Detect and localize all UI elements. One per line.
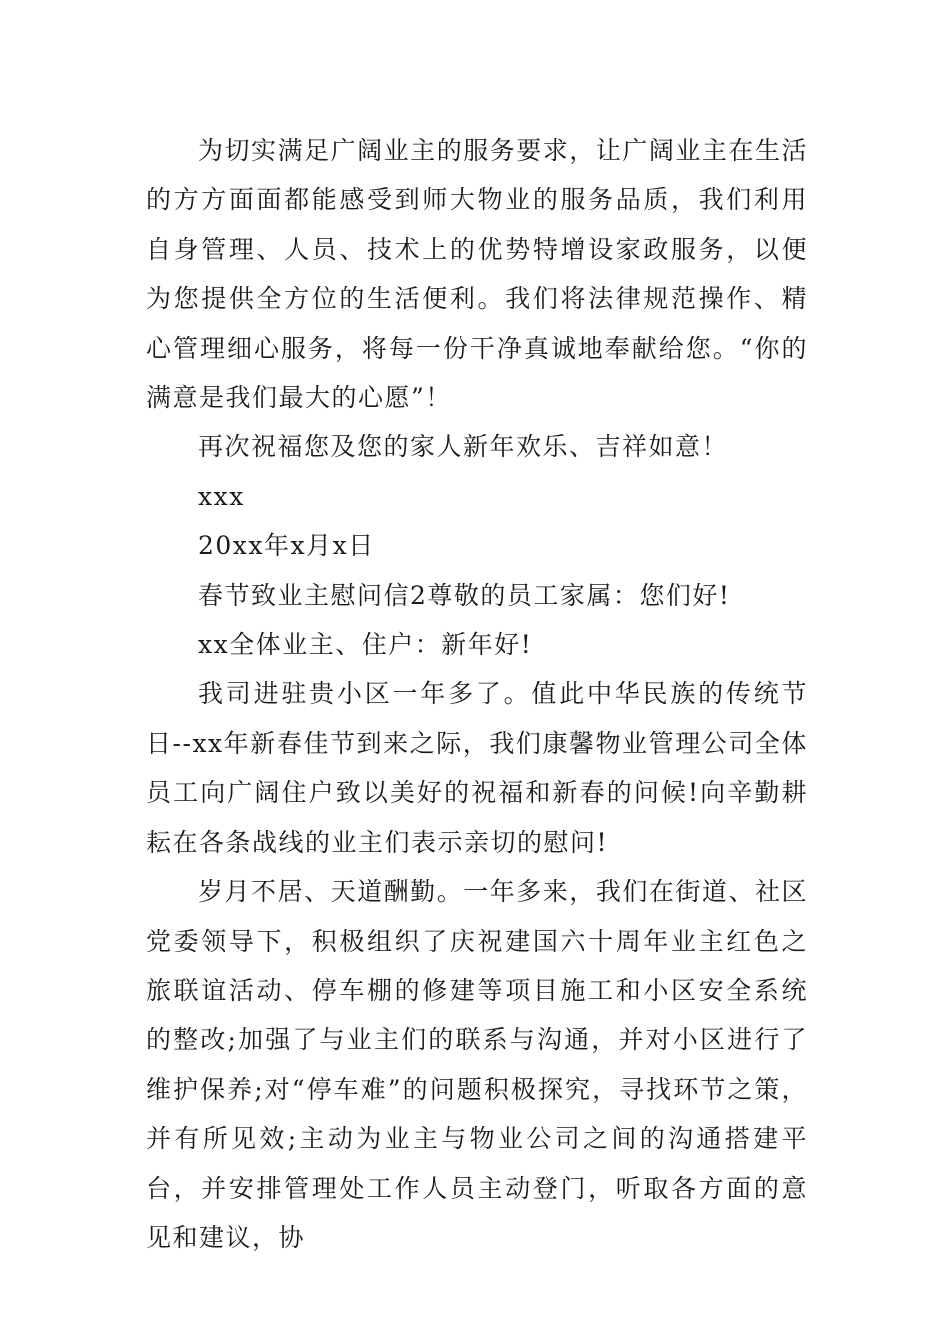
letter-heading: 春节致业主慰问信2尊敬的员工家属：您们好! [198,580,731,610]
paragraph-service-intro: 为切实满足广阔业主的服务要求，让广阔业主在生活的方方面面都能感受到师大物业的服务品质，我们利用自身管理、人员、技术上的优势特增设家政服务，以便为您提供全方位的生活便利。我们将法律规范操作、精心管理细心服务，将每一份干净真诚地奉献给您。“你的满意是我们最大的心愿”！ [146,136,808,413]
paragraph-new-year-wishes: 再次祝福您及您的家人新年欢乐、吉祥如意！ [198,432,729,462]
signature-name: xxx [198,481,245,511]
paragraph-greeting: 我司进驻贵小区一年多了。值此中华民族的传统节日--xx年新春佳节到来之际，我们康馨物业管理公司全体员工向广阔住户致以美好的祝福和新春的问候!向辛勤耕耘在各条战线的业主们表示亲切的慰问! [146,679,808,857]
document-body [146,126,808,1262]
letter-salutation: xx全体业主、住户：新年好! [198,630,533,660]
paragraph-year-review: 岁月不居、天道酬勤。一年多来，我们在街道、社区党委领导下，积极组织了庆祝建国六十周年业主红色之旅联谊活动、停车棚的修建等项目施工和小区安全系统的整改;加强了与业主们的联系与沟通，并对小区进行了维护保养;对“停车难”的问题积极探究，寻找环节之策，并有所见效;主动为业主与物业公司之间的沟通搭建平台，并安排管理处工作人员主动登门，听取各方面的意见和建议，协 [146,877,808,1252]
signature-date: 20xx年x月x日 [198,531,375,561]
